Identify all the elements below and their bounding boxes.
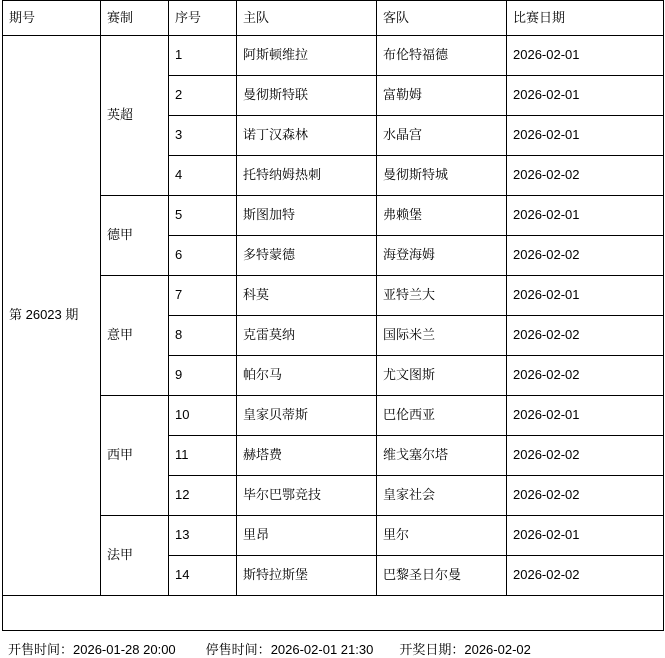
match-away-team: 水晶宫 [377,116,507,156]
match-seq: 9 [169,356,237,396]
match-date: 2026-02-02 [507,556,664,596]
table-body [3,36,664,631]
column-header-seq: 序号 [169,1,237,36]
table-row [3,396,664,436]
table-spacer-row [3,596,664,631]
match-date: 2026-02-01 [507,196,664,236]
league-cell-laliga: 西甲 [101,396,169,516]
match-away-team: 巴伦西亚 [377,396,507,436]
match-date: 2026-02-01 [507,76,664,116]
table-header-row [3,1,664,36]
match-away-team: 巴黎圣日尔曼 [377,556,507,596]
match-date: 2026-02-01 [507,276,664,316]
sale-end-value: 2026-02-01 21:30 [270,642,374,657]
issue-number-cell: 第 26023 期 [3,36,101,596]
match-seq: 5 [169,196,237,236]
match-home-team: 科莫 [237,276,377,316]
column-header-match-date: 比赛日期 [507,1,664,36]
column-header-league: 赛制 [101,1,169,36]
match-away-team: 曼彻斯特城 [377,156,507,196]
match-seq: 8 [169,316,237,356]
league-cell-epl: 英超 [101,36,169,196]
match-away-team: 维戈塞尔塔 [377,436,507,476]
match-home-team: 赫塔费 [237,436,377,476]
match-seq: 6 [169,236,237,276]
match-date: 2026-02-01 [507,396,664,436]
match-seq: 7 [169,276,237,316]
match-seq: 11 [169,436,237,476]
match-schedule-table [2,0,664,631]
match-seq: 10 [169,396,237,436]
match-home-team: 里昂 [237,516,377,556]
match-home-team: 曼彻斯特联 [237,76,377,116]
match-home-team: 多特蒙德 [237,236,377,276]
match-date: 2026-02-02 [507,156,664,196]
match-away-team: 里尔 [377,516,507,556]
match-date: 2026-02-02 [507,316,664,356]
match-date: 2026-02-02 [507,436,664,476]
match-home-team: 斯图加特 [237,196,377,236]
draw-date-label: 开奖日期： [399,642,465,657]
match-seq: 14 [169,556,237,596]
match-home-team: 阿斯顿维拉 [237,36,377,76]
match-seq: 4 [169,156,237,196]
match-home-team: 诺丁汉森林 [237,116,377,156]
sale-start-label: 开售时间： [8,642,74,657]
league-cell-ligue1: 法甲 [101,516,169,596]
sale-info-footer [2,631,663,658]
match-home-team: 帕尔马 [237,356,377,396]
match-away-team: 海登海姆 [377,236,507,276]
match-date: 2026-02-02 [507,476,664,516]
match-away-team: 国际米兰 [377,316,507,356]
match-away-team: 亚特兰大 [377,276,507,316]
match-away-team: 弗赖堡 [377,196,507,236]
match-away-team: 尤文图斯 [377,356,507,396]
match-date: 2026-02-02 [507,236,664,276]
table-spacer-cell [3,596,664,631]
match-seq: 13 [169,516,237,556]
table-header [3,1,664,36]
match-home-team: 托特纳姆热刺 [237,156,377,196]
match-seq: 1 [169,36,237,76]
draw-date-value: 2026-02-02 [464,642,531,657]
sale-end-label: 停售时间： [205,642,271,657]
match-home-team: 毕尔巴鄂竞技 [237,476,377,516]
match-home-team: 克雷莫纳 [237,316,377,356]
match-home-team: 皇家贝蒂斯 [237,396,377,436]
match-away-team: 皇家社会 [377,476,507,516]
table-row [3,36,664,76]
sale-start-value: 2026-01-28 20:00 [73,642,176,657]
league-cell-bundesliga: 德甲 [101,196,169,276]
column-header-away-team: 客队 [377,1,507,36]
match-away-team: 布伦特福德 [377,36,507,76]
table-row [3,516,664,556]
table-row [3,196,664,236]
match-seq: 2 [169,76,237,116]
match-away-team: 富勒姆 [377,76,507,116]
league-cell-seriea: 意甲 [101,276,169,396]
column-header-issue: 期号 [3,1,101,36]
match-date: 2026-02-01 [507,36,664,76]
column-header-home-team: 主队 [237,1,377,36]
match-seq: 12 [169,476,237,516]
match-home-team: 斯特拉斯堡 [237,556,377,596]
match-date: 2026-02-01 [507,116,664,156]
match-seq: 3 [169,116,237,156]
table-row [3,276,664,316]
match-date: 2026-02-01 [507,516,664,556]
match-date: 2026-02-02 [507,356,664,396]
